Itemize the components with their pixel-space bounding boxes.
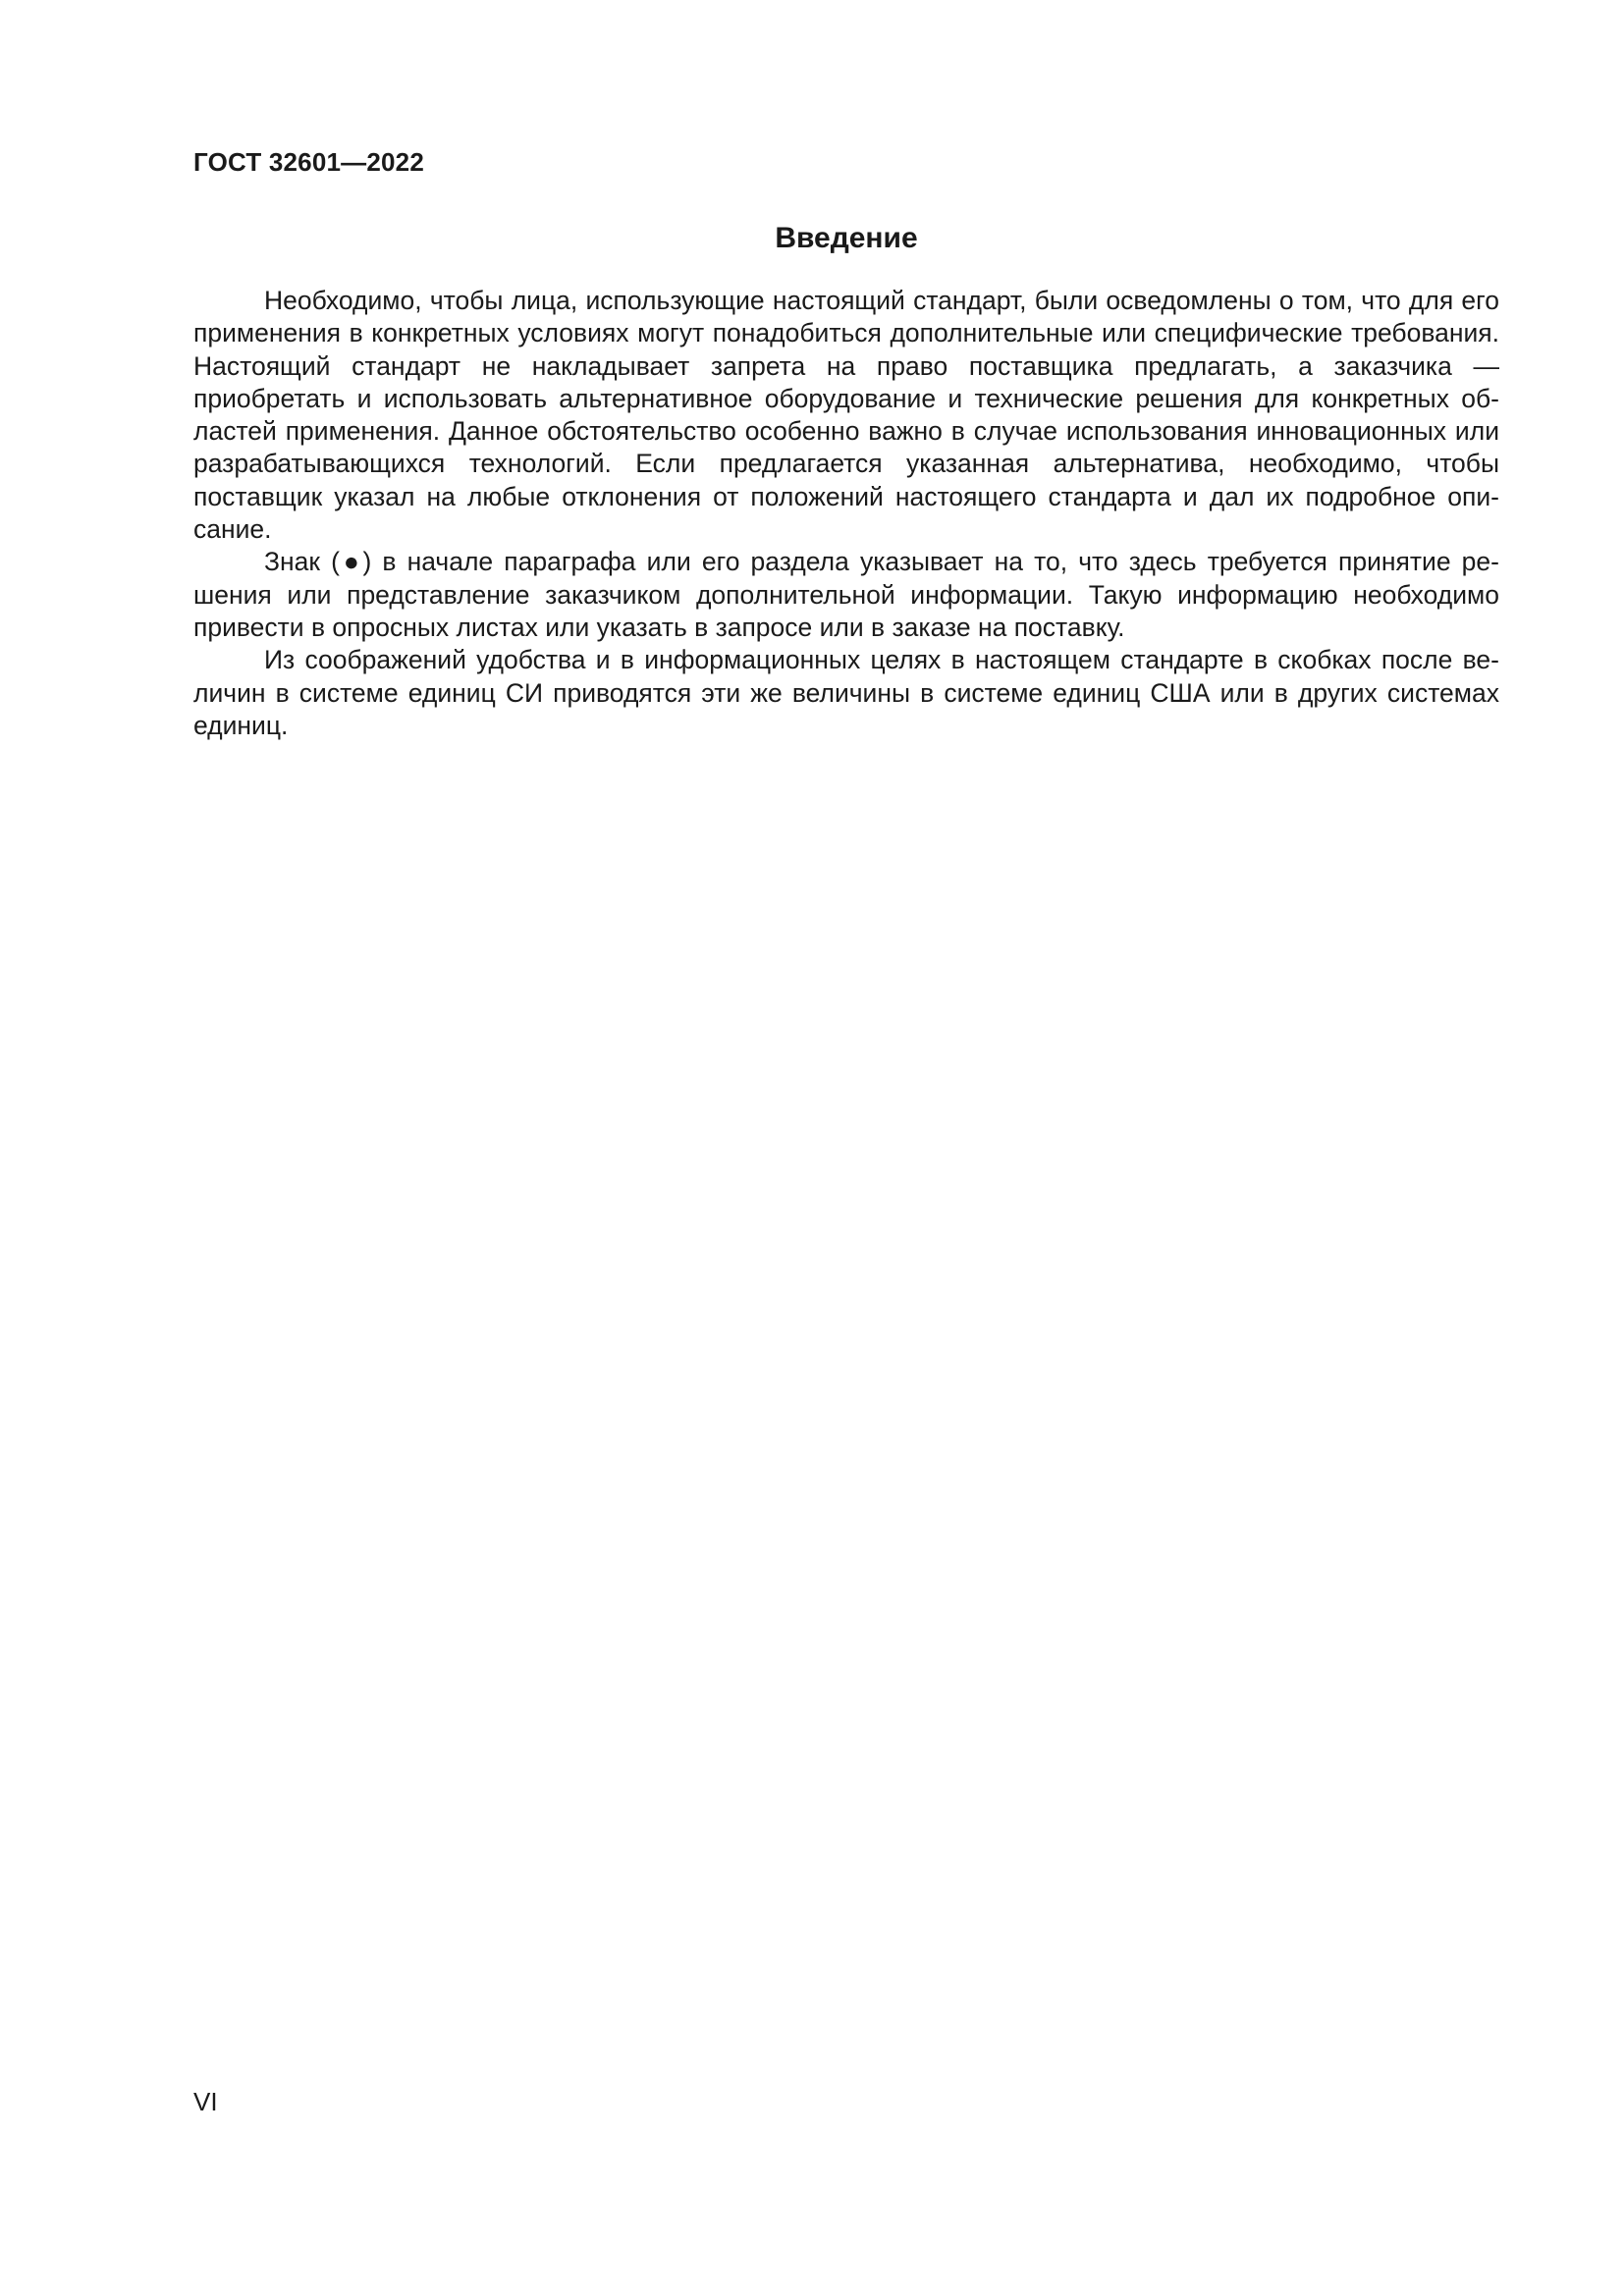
section-title: Введение (775, 222, 918, 254)
body-text (193, 285, 1499, 742)
paragraph-3: Из соображений удобства и в информационных целях в настоящем стандарте в скобках после величин в системе единиц СИ приводятся эти же величины в системе единиц США или в других системах единиц. (193, 645, 1499, 740)
page-number: VI (193, 2087, 218, 2116)
paragraph-2: Знак (●) в начале параграфа или его раздела указывает на то, что здесь требуется принятие решения или представление заказчиком дополнительной информации. Такую информацию необходимо привести в опросных листах или указать в запросе или в заказе на поставку. (193, 547, 1499, 642)
document-code: ГОСТ 32601—2022 (193, 147, 424, 177)
paragraph-1: Необходимо, чтобы лица, использующие настоящий стандарт, были осведомлены о том, что для его применения в конкретных условиях могут понадобиться дополнительные или специфические требования. Настоящий стандарт не накладывает запрета на право поставщика предлагать, а заказчика — приобретать и использовать альтернативное оборудование и технические решения для конкретных областей применения. Данное обстоятельство особенно важно в случае использования инновационных или разрабатывающихся технологий. Если предлагается указанная альтернатива, необходимо, чтобы поставщик указал на любые отклонения от положений настоящего стандарта и дал их подробное описание. (193, 286, 1499, 545)
